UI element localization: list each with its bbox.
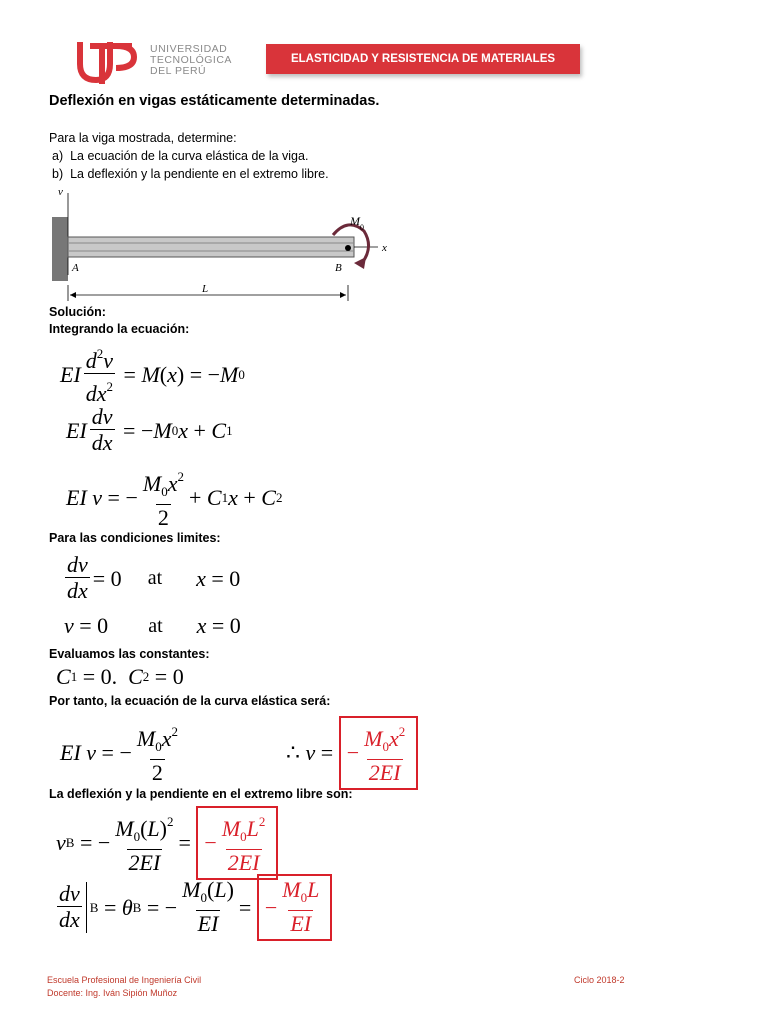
dim-arrow-left [70,292,76,298]
elastic-curve-box: − $\frac{M_0x^2}{2EI}$ [339,716,419,790]
slope-box: − $\frac{M_0L}{EI}$ [257,874,333,941]
point-b-dot [345,245,351,251]
footer-teacher: Docente: Ing. Iván Sipión Muñoz [47,988,178,998]
cantilever-beam-diagram [48,185,398,305]
fig-label-m0: $M_0$ [350,214,364,232]
dim-arrow-right [340,292,346,298]
boundary-condition-2: v = 0 at x = 0 [64,613,241,638]
fig-label-b: B [335,262,342,274]
problem-item-b: b) La deflexión y la pendiente en el extremo libre. [52,167,329,181]
free-end-heading: La deflexión y la pendiente en el extremo libre son: [49,787,353,801]
utp-logo-icon [76,38,138,86]
page-title: Deflexión en vigas estáticamente determinadas. [49,93,380,109]
moment-arrow-head [354,257,366,269]
elastic-curve-result: ∴ v = − $\frac{M_0x^2}{2EI}$ [286,716,418,790]
footer-school: Escuela Profesional de Ingeniería Civil [47,975,202,985]
elastic-heading: Por tanto, la ecuación de la curva elástica será: [49,694,331,708]
solution-heading: Solución: [49,305,106,319]
equation-1: EI $\frac{d^2v}{dx^2}$ = M ( x ) = − M 0 [60,346,245,406]
university-name: UNIVERSIDAD TECNOLÓGICA DEL PERÚ [150,43,232,77]
elastic-curve-equation: EI v = − $\frac{M_0x^2}{2}$ [60,724,178,785]
deflection-equation: v B = − $\frac{M_0(L)^2}{2EI}$ = − $\frac{M_0L^2}{2EI}$ [56,806,278,880]
course-banner: ELASTICIDAD Y RESISTENCIA DE MATERIALES [266,44,580,74]
fixed-support [52,217,68,281]
constants-values: C 1 = 0. C 2 = 0 [56,664,184,689]
fig-label-a: A [72,262,79,274]
fig-label-l: L [202,283,209,295]
constants-heading: Evaluamos las constantes: [49,647,210,661]
boundary-heading: Para las condiciones limites: [49,531,221,545]
boundary-condition-1: $\frac{dv}{dx}$ = 0 at x = 0 [67,552,241,603]
problem-intro: Para la viga mostrada, determine: [49,131,237,145]
footer-cycle: Ciclo 2018-2 [574,975,625,985]
utp-logo [76,38,138,86]
fig-label-x: x [382,242,387,254]
beam-body [68,237,354,257]
equation-3: EI v = − $\frac{M_0x^2}{2}$ + C 1 x + C 2 [66,469,283,530]
equation-2: EI $\frac{dv}{dx}$ = − M 0 x + C 1 [66,404,233,455]
solution-integrating: Integrando la ecuación: [49,322,190,336]
problem-item-a: a) La ecuación de la curva elástica de la viga. [52,149,309,163]
deflection-box: − $\frac{M_0L^2}{2EI}$ [196,806,278,880]
slope-equation: $\frac{dv}{dx}$ B = θ B = − $\frac{M_0(L)}{EI}$ = − $\frac{M_0L}{EI}$ [54,874,332,941]
beam-figure [48,185,398,305]
fig-label-v: v [58,186,63,198]
